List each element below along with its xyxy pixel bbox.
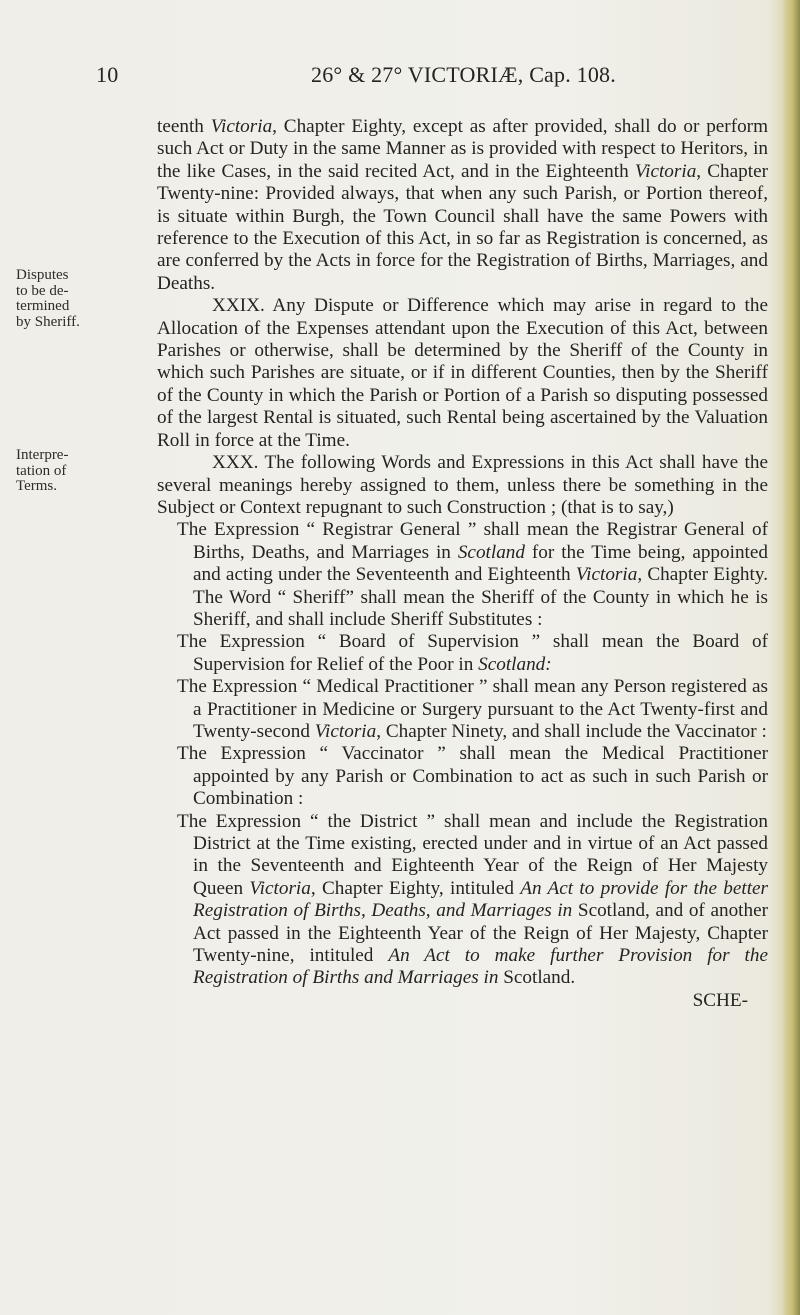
catchword: SCHE- <box>692 989 748 1011</box>
side-note-line: Disputes <box>16 267 69 283</box>
page-number: 10 <box>96 62 119 87</box>
continuation-paragraph: teenth Victoria, Chapter Eighty, except as after provided, shall do or perform such Act or Duty in the same Manner as is provided with respect to Heritors, in the like Cases, in the said recited Act, and in the Eighteenth Victoria, Chapter Twenty-nine: Provided always, that when any such Parish, or Portion thereof, is situate within Burgh, the Town Council shall have the same Powers with reference to the Execution of this Act, in so far as Registration is concerned, as are conferred by the Acts in force for the Registration of Births, Marriages, and Deaths. <box>157 116 768 294</box>
side-note-line: by Sheriff. <box>16 313 80 330</box>
definition-vaccinator: The Expression “ Vaccinator ” shall mean the Medical Practitioner appointed by any Parish or Combination to act as such in such Parish or Combination : <box>177 743 768 810</box>
section-number: XXX. <box>212 452 259 474</box>
side-note-disputes <box>16 268 116 330</box>
definition-the-district: The Expression “ the District ” shall mean and include the Registration District at the Time existing, erected under and in virtue of an Act passed in the Seventeenth and Eighteenth Year of the Reign of Her Majesty Queen Victoria, Chapter Eighty, intituled An Act to provide for the better Registration of Births, Deaths, and Marriages in Scotland, and of another Act passed in the Eighteenth Year of the Reign of Her Majesty, Chapter Twenty-nine, intituled An Act to make further Provision for the Registration of Births and Marriages in Scotland. <box>177 810 769 989</box>
definition-medical-practitioner: The Expression “ Medical Practitioner ” shall mean any Person registered as a Practitioner in Medicine or Surgery pursuant to the Act Twenty-first and Twenty-second Victoria, Chapter Ninety, and shall include the Vaccinator : <box>177 676 768 742</box>
side-note-line: to be de- <box>16 282 69 299</box>
body-text <box>157 116 768 1012</box>
section-number: XXIX. <box>212 295 265 317</box>
definition-registrar-general: The Expression “ Registrar General ” shall mean the Registrar General of Births, Deaths, and Marriages in Scotland for the Time being, appointed and acting under the Seventeenth and Eighteenth Victoria, Chapter Eighty. The Word “ Sheriff” shall mean the Sheriff of the County in which he is Sheriff, and shall include Sheriff Substitutes : <box>177 519 768 630</box>
page-edge <box>782 0 800 1315</box>
side-note-line: tation of <box>16 462 67 479</box>
running-title: 26° & 27° VICTORIÆ, Cap. 108. <box>311 62 616 87</box>
side-note-line: termined <box>16 298 70 315</box>
definition-board-of-supervision: The Expression “ Board of Supervision ” shall mean the Board of Supervision for Relief of the Poor in Scotland: <box>177 631 768 675</box>
side-note-line: Terms. <box>16 478 58 495</box>
section-29: XXIX. Any Dispute or Difference which may arise in regard to the Allocation of the Expenses attendant upon the Execution of this Act, between Parishes or otherwise, shall be determined by the Sheriff of the County in which such Parishes are situate, or if in different Counties, then by the Sheriff of the County in which the Parish or Portion of a Parish so disputing possessed of the largest Rental is situated, such Rental being ascertained by the Valuation Roll in force at the Time. <box>157 295 768 451</box>
side-note-interpretation <box>16 448 116 495</box>
side-note-line: Interpre- <box>16 447 69 463</box>
section-30: XXX. The following Words and Expressions in this Act shall have the several meanings hereby assigned to them, unless there be something in the Subject or Context repugnant to such Construction ; (that is to say,) <box>157 452 768 518</box>
